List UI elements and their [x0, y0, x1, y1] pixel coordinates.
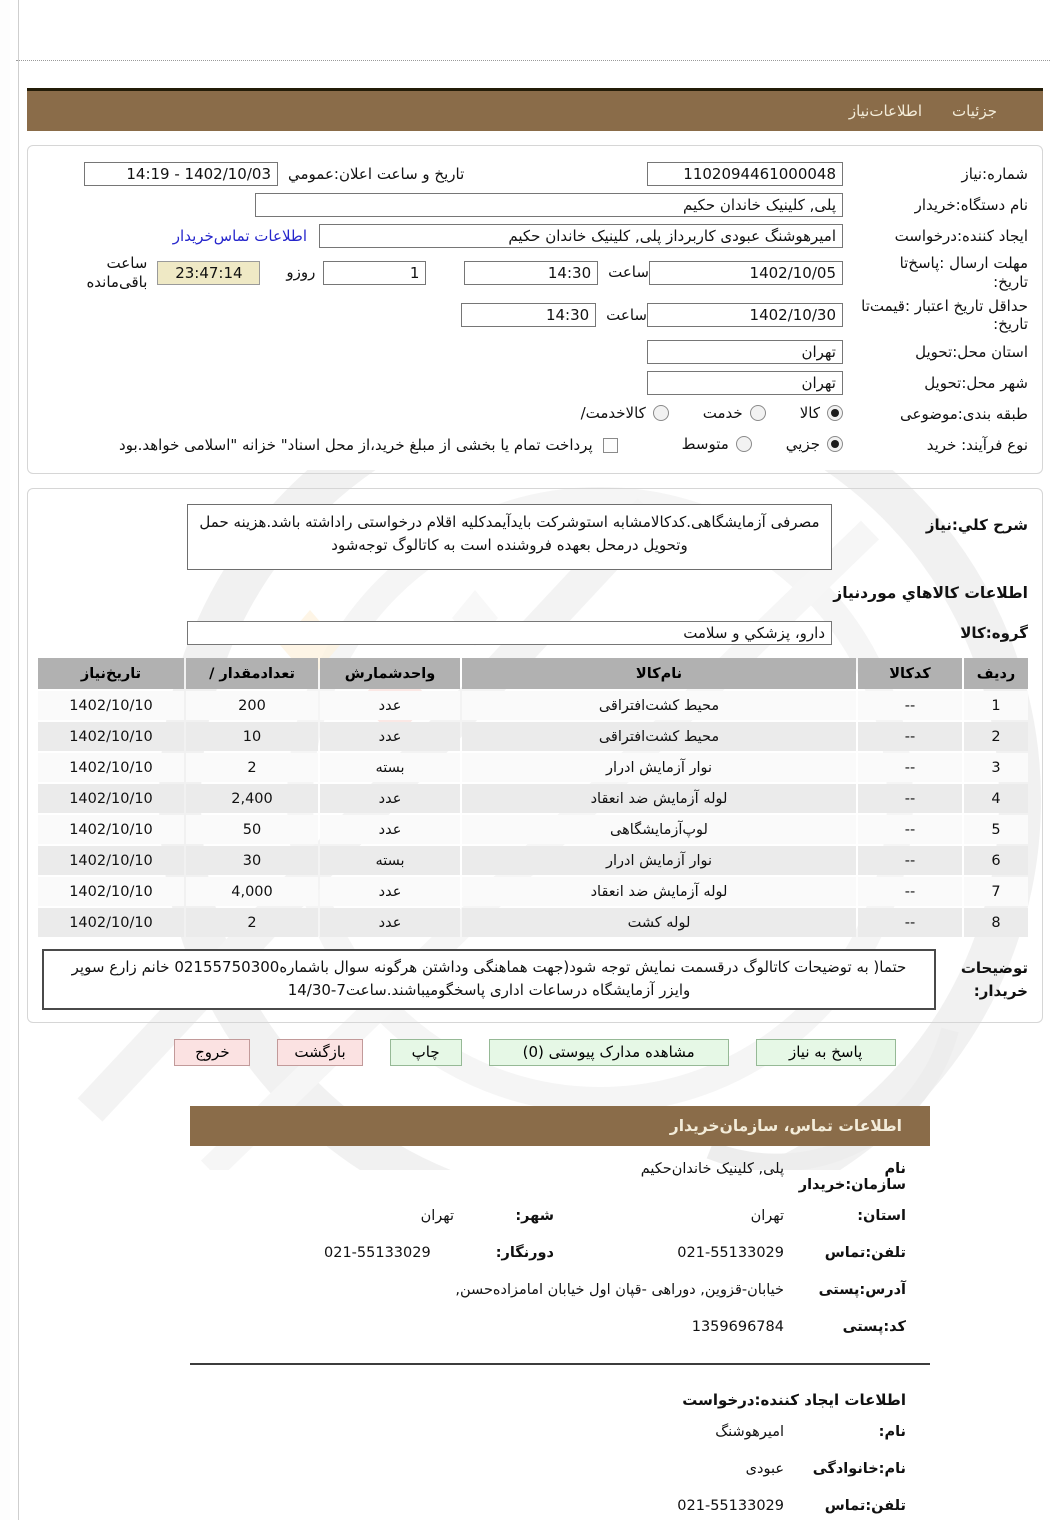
classification-label: طبقه بندی:موضوعی: [900, 404, 1028, 423]
process-options: [648, 435, 843, 456]
org-phone-row: [190, 1245, 906, 1267]
table-cell: --: [858, 784, 962, 813]
creator-last-name-row: [190, 1461, 906, 1483]
need-number-label: شماره:نیاز: [961, 164, 1028, 183]
validity-time-field[interactable]: 14:30: [461, 303, 596, 327]
table-cell: نوار آزمایش ادرار: [462, 753, 856, 782]
buyer-remarks-box[interactable]: حتما( به توضیحات کاتالوگ درقسمت نمایش توجه شود(جهت هماهنگی وداشتن هرگونه سوال باشماره02155750300 خانم زارع سوپر وایزر آزمایشگاه درساعات اداری پاسخگومیباشند.ساعت7-14/30: [42, 949, 936, 1010]
province-label: استان محل:تحویل: [915, 342, 1028, 361]
table-cell: 1402/10/10: [38, 846, 184, 875]
table-cell: --: [858, 846, 962, 875]
table-row: [38, 753, 1028, 782]
table-row: [38, 722, 1028, 751]
radio-option: [682, 435, 752, 453]
need-number-field[interactable]: 1102094461000048: [647, 162, 843, 186]
items-table-body: [38, 691, 1028, 937]
items-table: [36, 656, 1030, 939]
table-cell: 2: [186, 753, 318, 782]
table-cell: 50: [186, 815, 318, 844]
treasury-checkbox[interactable]: [603, 438, 618, 453]
radio-label: خدمت: [702, 403, 743, 422]
announce-label: تاریخ و ساعت اعلان:عمومي: [288, 164, 465, 183]
remaining-days-field[interactable]: 1: [323, 261, 426, 285]
table-cell: 4: [964, 784, 1028, 813]
radio-icon[interactable]: [653, 405, 669, 421]
table-cell: 2: [964, 722, 1028, 751]
table-cell: 5: [964, 815, 1028, 844]
table-cell: --: [858, 722, 962, 751]
org-fax-value: 021-55133029: [324, 1244, 431, 1261]
table-cell: 1402/10/10: [38, 815, 184, 844]
org-province-label: استان:: [857, 1207, 906, 1224]
radio-label: کالاخدمت/: [580, 403, 646, 422]
buyer-contact-link[interactable]: اطلاعات تماس‌خریدار: [172, 227, 307, 245]
table-cell: 4,000: [186, 877, 318, 906]
table-cell: 1402/10/10: [38, 877, 184, 906]
column-header: تاریخ‌نیاز: [38, 658, 184, 689]
table-cell: لوله کشت: [462, 908, 856, 937]
table-cell: لوله آزمایش ضد انعقاد: [462, 784, 856, 813]
reply-deadline-label: مهلت ارسال :پاسخ‌تا تاریخ:: [899, 254, 1028, 291]
table-cell: محیط کشت‌افتراقی: [462, 691, 856, 720]
creator-last-name-value: عبودی: [745, 1460, 784, 1477]
org-address-value: خیابان-قزوین, دوراهی -قپان اول خیابان امامزاده‌حسن,: [455, 1281, 784, 1298]
radio-icon[interactable]: [827, 436, 843, 452]
column-header: ردیف: [964, 658, 1028, 689]
radio-icon[interactable]: [736, 436, 752, 452]
top-divider: [16, 60, 1050, 61]
need-items-panel: [27, 488, 1043, 1023]
action-button[interactable]: پاسخ به نیاز: [756, 1039, 896, 1066]
validity-row: [42, 297, 1028, 335]
table-cell: --: [858, 877, 962, 906]
org-address-row: [190, 1282, 906, 1304]
buyer-remarks-label: توضیحات خریدار:: [960, 959, 1028, 1000]
remaining-label: ساعت باقی‌مانده: [86, 254, 148, 291]
table-cell: 3: [964, 753, 1028, 782]
org-postal-value: 1359696784: [691, 1318, 784, 1335]
radio-option: [800, 404, 843, 422]
org-province-row: [190, 1208, 906, 1230]
table-cell: 1402/10/10: [38, 784, 184, 813]
buyer-org-label: نام دستگاه:خریدار: [914, 195, 1028, 214]
buyer-org-field[interactable]: پلی, کلینیک خاندان حکیم: [255, 193, 843, 217]
table-cell: عدد: [320, 908, 460, 937]
section-divider: [190, 1363, 930, 1365]
org-city-value: تهران: [420, 1207, 454, 1224]
table-cell: محیط کشت‌افتراقی: [462, 722, 856, 751]
radio-label: کالا: [799, 403, 820, 422]
province-row: [42, 339, 1028, 365]
goods-group-row: [42, 620, 1028, 646]
reply-hour-label: ساعت: [608, 263, 649, 282]
tab-details[interactable]: جزئیات: [952, 102, 997, 120]
classification-row: [42, 401, 1028, 427]
table-cell: 2: [186, 908, 318, 937]
items-table-head-row: [38, 658, 1028, 689]
org-name-value: پلی, کلینیک خاندان‌حکیم: [640, 1160, 784, 1177]
table-row: [38, 784, 1028, 813]
buyer-org-row: [42, 192, 1028, 218]
org-province-value: تهران: [750, 1207, 784, 1224]
action-button[interactable]: مشاهده مدارک پیوستی (0): [489, 1039, 729, 1066]
table-cell: 10: [186, 722, 318, 751]
table-row: [38, 691, 1028, 720]
org-postal-row: [190, 1319, 906, 1341]
table-cell: عدد: [320, 722, 460, 751]
table-cell: --: [858, 815, 962, 844]
radio-icon[interactable]: [750, 405, 766, 421]
table-cell: 1402/10/10: [38, 753, 184, 782]
column-header: نام‌کالا: [462, 658, 856, 689]
org-postal-label: کد:پستی: [842, 1318, 906, 1335]
table-cell: 1402/10/10: [38, 908, 184, 937]
creator-last-name-label: نام:خانوادگی: [812, 1460, 906, 1477]
radio-icon[interactable]: [827, 405, 843, 421]
remaining-time-field: 23:47:14: [157, 261, 260, 285]
table-cell: عدد: [320, 815, 460, 844]
creator-first-name-value: امیرهوشنگ: [715, 1423, 784, 1440]
table-cell: 6: [964, 846, 1028, 875]
column-header: کدکالا: [858, 658, 962, 689]
announce-field[interactable]: 14:19 - 1402/10/03: [84, 162, 278, 186]
column-header: تعدادمقدار /: [186, 658, 318, 689]
goods-group-field[interactable]: دارو، پزشکي و سلامت: [187, 621, 832, 645]
org-name-row: [190, 1161, 906, 1193]
need-desc-row: [42, 504, 1028, 570]
city-row: [42, 370, 1028, 396]
reply-time-field[interactable]: 14:30: [464, 261, 598, 285]
table-cell: 7: [964, 877, 1028, 906]
table-cell: بسته: [320, 753, 460, 782]
creator-first-name-row: [190, 1424, 906, 1446]
goods-group-label: گروه:کالا: [960, 623, 1028, 642]
org-city-label: شهر:: [515, 1207, 554, 1224]
table-cell: --: [858, 908, 962, 937]
tab-need-info[interactable]: اطلاعات‌نیاز: [848, 102, 923, 120]
table-cell: 30: [186, 846, 318, 875]
creator-info-heading: اطلاعات ایجاد کننده:درخواست: [682, 1390, 906, 1409]
items-heading: اطلاعات کالاهاي موردنیاز: [833, 584, 1028, 602]
validity-label: حداقل تاریخ اعتبار :قیمت‌تا تاریخ:: [861, 296, 1028, 334]
org-fax-label: دورنگار:: [495, 1244, 554, 1261]
need-desc-box[interactable]: مصرفی آزمایشگاهی.کدکالامشابه استوشرکت بایدآیمدکلیه اقلام درخواستی راداشته باشد.هزینه حمل وتحویل درمحل بعهده فروشنده است به کاتالوگ توجه‌شود: [187, 504, 832, 570]
creator-row: [42, 223, 1028, 249]
process-row: [42, 432, 1028, 458]
radio-label: جزیي: [785, 434, 820, 453]
radio-label: متوسط: [681, 434, 729, 453]
radio-option: [703, 404, 766, 422]
need-number-row: [42, 161, 1028, 187]
action-button[interactable]: بازگشت: [277, 1039, 362, 1066]
org-phone-value: 021-55133029: [677, 1244, 784, 1261]
validity-hour-label: ساعت: [606, 305, 647, 324]
table-row: [38, 846, 1028, 875]
validity-date-field[interactable]: 1402/10/30: [647, 303, 843, 327]
days-label: روزو: [286, 263, 316, 282]
table-cell: 8: [964, 908, 1028, 937]
reply-date-field[interactable]: 1402/10/05: [649, 261, 843, 285]
city-label: شهر محل:تحویل: [924, 373, 1028, 392]
action-button[interactable]: خروج: [174, 1039, 250, 1066]
treasury-checkbox-label: پرداخت تمام یا بخشی از مبلغ خرید،از محل اسناد" خزانه "اسلامی خواهد.بود: [119, 435, 593, 454]
creator-first-name-label: نام:: [878, 1423, 906, 1440]
creator-phone-value: 021-55133029: [677, 1497, 784, 1514]
table-cell: 1402/10/10: [38, 691, 184, 720]
org-contact-bar: [190, 1106, 930, 1146]
org-phone-label: تلفن:تماس: [824, 1244, 906, 1261]
table-cell: 2,400: [186, 784, 318, 813]
process-label: نوع فرآیند: خرید: [926, 435, 1028, 454]
org-contact-heading: اطلاعات تماس، سازمان‌خریدار: [669, 1116, 902, 1135]
table-cell: لوله آزمایش ضد انعقاد: [462, 877, 856, 906]
table-cell: عدد: [320, 877, 460, 906]
table-cell: نوار آزمایش ادرار: [462, 846, 856, 875]
need-desc-label: شرح کلي:نیاز: [925, 516, 1028, 534]
column-header: واحدشمارش: [320, 658, 460, 689]
city-field[interactable]: تهران: [647, 371, 843, 395]
org-address-label: آدرس:پستی: [818, 1281, 906, 1298]
org-contact-section: [190, 1106, 930, 1520]
action-buttons: [10, 1039, 1060, 1066]
classification-options: [547, 404, 843, 425]
need-header-panel: [27, 145, 1043, 474]
org-name-label: نام سازمان:خریدار: [798, 1160, 906, 1193]
action-button[interactable]: چاپ: [390, 1039, 462, 1066]
table-row: [38, 877, 1028, 906]
buyer-remarks-row: [42, 949, 1028, 1010]
table-cell: لوپ‌آزمایشگاهی: [462, 815, 856, 844]
table-cell: عدد: [320, 784, 460, 813]
creator-label: ایجاد کننده:درخواست: [894, 226, 1028, 245]
table-cell: --: [858, 753, 962, 782]
creator-phone-label: تلفن:تماس: [824, 1497, 906, 1514]
reply-deadline-row: [42, 254, 1028, 292]
table-cell: بسته: [320, 846, 460, 875]
table-row: [38, 815, 1028, 844]
table-cell: عدد: [320, 691, 460, 720]
table-cell: 1: [964, 691, 1028, 720]
table-cell: --: [858, 691, 962, 720]
table-cell: 200: [186, 691, 318, 720]
table-cell: 1402/10/10: [38, 722, 184, 751]
creator-field[interactable]: امیرهوشنگ عبودی کاربرداز پلی, کلینیک خاندان حکیم: [319, 224, 843, 248]
table-row: [38, 908, 1028, 937]
creator-phone-row: [190, 1498, 906, 1520]
province-field[interactable]: تهران: [647, 340, 843, 364]
top-tabbar: [27, 88, 1043, 131]
radio-option: [786, 435, 843, 453]
radio-option: [581, 404, 669, 422]
